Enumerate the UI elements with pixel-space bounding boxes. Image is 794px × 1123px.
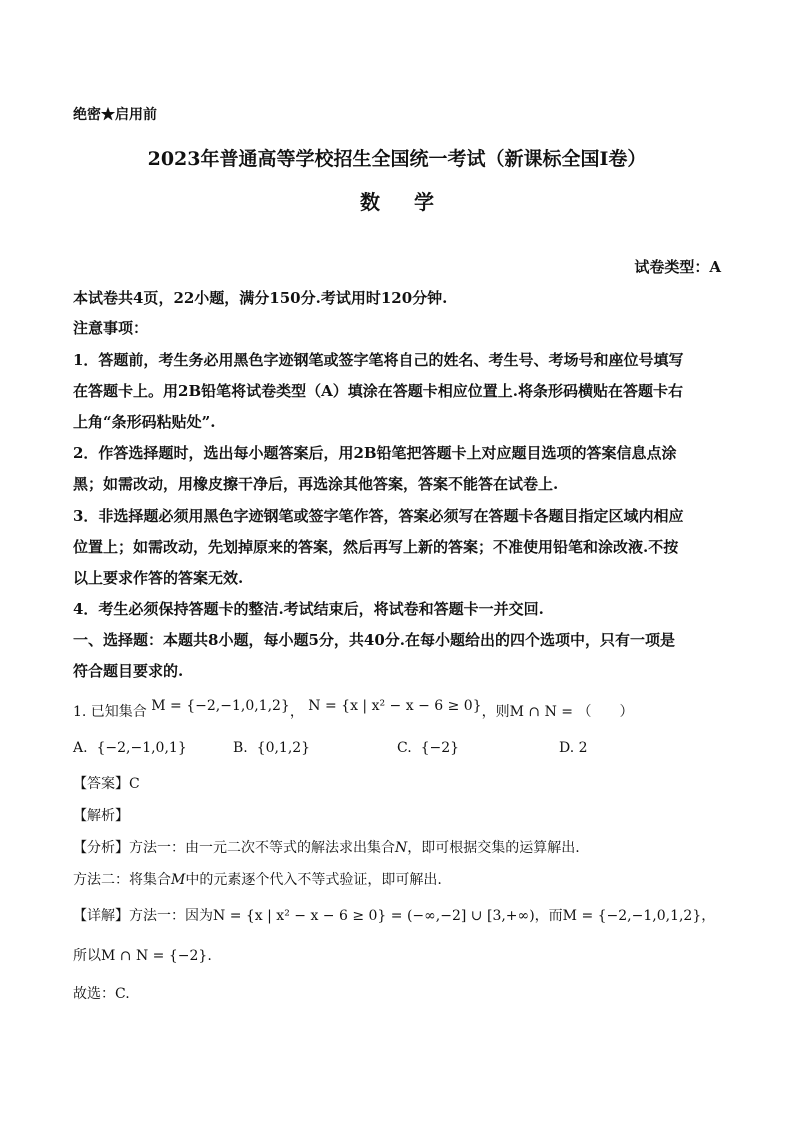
q1-blank: （ ） [577, 704, 634, 720]
exam-type-label: 试卷类型：A [634, 258, 721, 276]
detail-line [73, 906, 723, 926]
detail-end: ， [701, 908, 716, 924]
fenxi-tag: 【分析】 [73, 840, 129, 856]
so-end: . [207, 948, 212, 964]
note-3-line-2: 位置上；如需改动，先划掉原来的答案，然后再写上新的答案；不准使用铅笔和涂改液.不按 [73, 538, 679, 556]
q1-comma: ， [289, 704, 304, 720]
detail-text: 方法一：因为 [129, 908, 213, 924]
option-a-value: {−2,−1,0,1} [96, 740, 187, 756]
note-3-line-1: 3．非选择题必须用黑色字迹钢笔或签字笔作答，答案必须写在答题卡各题目指定区域内相应 [73, 507, 684, 525]
detail-mid: ，而 [534, 908, 563, 924]
option-c-label: C. [397, 740, 412, 756]
option-d-value: 2 [578, 740, 588, 756]
note-2-line-1: 2．作答选择题时，选出每小题答案后，用2B铅笔把答题卡上对应题目选项的答案信息点涂 [73, 444, 677, 462]
detail-tag: 【详解】 [73, 908, 129, 924]
exam-title: 2023年普通高等学校招生全国统一考试（新课标全国Ⅰ卷） [147, 148, 647, 170]
answer-tag: 【答案】 [73, 776, 129, 792]
note-4-line-1: 4．考生必须保持答题卡的整洁.考试结束后，将试卷和答题卡一并交回. [73, 600, 544, 618]
so-expr: M ∩ N = {−2} [101, 948, 208, 964]
confidential-label: 绝密★启用前 [73, 107, 157, 123]
option-b-value: {0,1,2} [256, 740, 311, 756]
note-1-line-3: 上角“条形码粘贴处”. [73, 413, 216, 431]
method2-var: M [171, 872, 186, 888]
section1-heading-line-1: 一、选择题：本题共8小题，每小题5分，共40分.在每小题给出的四个选项中，只有一项是 [73, 631, 675, 649]
q1-option-a [73, 738, 187, 758]
q1-set-m: M = {−2,−1,0,1,2} [151, 698, 290, 714]
detail-expr: N = {x | x² − x − 6 ≥ 0} = (−∞,−2] ∪ [3,+∞) [213, 908, 535, 924]
section1-heading-line-2: 符合题目要求的. [73, 662, 184, 680]
option-c-value: {−2} [420, 740, 460, 756]
fenxi-var: N [395, 840, 408, 856]
q1-then: ，则 [481, 704, 510, 720]
option-a-label: A. [73, 740, 88, 756]
question-1 [73, 698, 723, 722]
q1-option-d [559, 738, 588, 758]
intro-text: 本试卷共4页，22小题，满分150分.考试用时120分钟. [73, 289, 448, 307]
method2-start: 方法二：将集合 [73, 872, 171, 888]
q1-option-c [397, 738, 459, 758]
q1-options [73, 738, 723, 758]
notes-heading: 注意事项： [73, 319, 149, 337]
detail-expr2: M = {−2,−1,0,1,2} [562, 908, 702, 924]
fenxi-text: 方法一：由一元二次不等式的解法求出集合 [129, 840, 395, 856]
q1-option-b [233, 738, 310, 758]
q1-set-n: N = {x | x² − x − 6 ≥ 0} [308, 698, 482, 714]
subject-title: 数学 [360, 190, 468, 214]
q1-prefix: 1. 已知集合 [73, 704, 147, 720]
so-line [73, 946, 723, 966]
answer-value: C [129, 776, 140, 792]
choose-line: 故选：C. [73, 986, 130, 1002]
so-text: 所以 [73, 948, 101, 964]
note-1-line-1: 1．答题前，考生务必用黑色字迹钢笔或签字笔将自己的姓名、考生号、考场号和座位号填写 [73, 351, 684, 369]
note-3-line-3: 以上要求作答的答案无效. [73, 569, 244, 587]
fenxi-line [73, 838, 723, 858]
option-d-label: D. [559, 740, 575, 756]
note-2-line-2: 黑；如需改动，用橡皮擦干净后，再选涂其他答案，答案不能答在试卷上. [73, 475, 559, 493]
analysis-tag: 【解析】 [73, 808, 129, 824]
q1-expr: M ∩ N = [509, 704, 574, 720]
note-1-line-2: 在答题卡上。用2B铅笔将试卷类型（A）填涂在答题卡相应位置上.将条形码横贴在答题卡右 [73, 382, 683, 400]
fenxi-end: ，即可根据交集的运算解出. [407, 840, 580, 856]
option-b-label: B. [233, 740, 248, 756]
answer-line [73, 774, 723, 794]
method2-line [73, 870, 723, 890]
method2-end: 中的元素逐个代入不等式验证，即可解出. [185, 872, 442, 888]
